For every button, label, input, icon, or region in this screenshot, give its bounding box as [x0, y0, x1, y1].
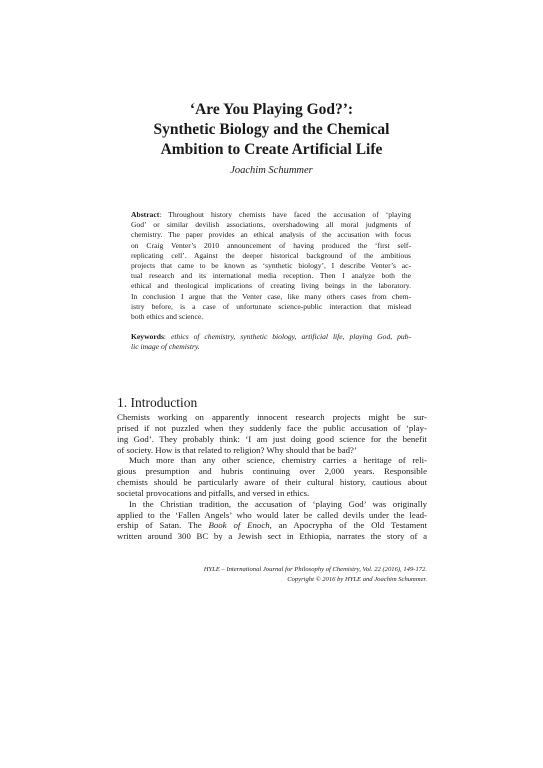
keywords-line-2: lic image of chemistry. — [131, 342, 200, 352]
body-line: applied to the ‘Fallen Angels’ who would later be called devils under the lead- — [117, 509, 427, 520]
body-line: In the Christian tradition, the accusation of ‘playing God’ was originally — [129, 498, 427, 509]
abstract-label: Abstract — [131, 210, 160, 219]
abstract — [131, 210, 411, 322]
title-line-2: Synthetic Biology and the Chemical — [153, 121, 390, 138]
body-line: chemists should be particularly aware of their cultural history, cautious about — [117, 477, 427, 488]
body-line: written around 300 BC by a Jewish sect in Ethiopia, narrates the story of a — [117, 531, 427, 542]
abstract-line: on Craig Venter’s 2010 announcement of having produced the ‘first self- — [131, 240, 411, 250]
body-line: ing God’. They probably think: ‘I am just doing good science for the benefit — [117, 433, 427, 444]
abstract-line: In conclusion I argue that the Venter case, like many others cases from chem- — [131, 291, 411, 301]
section-heading: 1. Introduction — [117, 395, 198, 410]
body-line: of society. How is that related to religion? Why should that be bad?’ — [117, 444, 357, 455]
abstract-line: projects that came to be known as ‘synthetic biology’, I describe Venter’s ac- — [131, 261, 411, 271]
abstract-text: : Throughout history chemists have faced the accusation of ‘playing — [159, 210, 411, 219]
abstract-line-1 — [131, 210, 411, 220]
abstract-line: replicating cell’. Against the deeper historical background of the ambitious — [131, 250, 411, 260]
body-line: gious presumption and hubris continuing over 2,000 years. Responsible — [117, 466, 427, 477]
title-line-1: ‘Are You Playing God?’: — [189, 101, 354, 118]
book-title: Book of Enoch — [208, 520, 270, 531]
abstract-line: God’ or similar devilish associations, overshadowing all moral judgments of — [131, 220, 411, 230]
keywords-text: ethics of chemistry, synthetic biology, artificial life, playing God, pub- — [170, 332, 411, 341]
body-line: ership of Satan. The Book of Enoch, an Apocrypha of the Old Testament — [117, 520, 427, 531]
paper-title — [100, 100, 443, 160]
keywords-label: Keywords — [131, 332, 164, 341]
keywords-separator: : — [163, 332, 171, 341]
keywords — [131, 332, 411, 352]
footer-citation: HYLE – International Journal for Philosophy of Chemistry, Vol. 22 (2016), 149-172. — [203, 566, 427, 573]
abstract-line: both ethics and science. — [131, 312, 204, 322]
abstract-line: ethical and theological implications of creating living beings in the laboratory. — [131, 281, 411, 291]
title-line-3: Ambition to Create Artificial Life — [160, 141, 383, 158]
author-name: Joachim Schummer — [230, 165, 313, 176]
abstract-line: istry before, is a case of unfortunate science-public interaction that mislead — [131, 301, 411, 311]
body-line: prised if not puzzled when they suddenly face the public accusation of ‘play- — [117, 422, 427, 433]
body-line: Much more than any other science, chemistry carries a heritage of reli- — [129, 455, 427, 466]
journal-footer — [117, 565, 427, 584]
keywords-line-1 — [131, 332, 411, 342]
abstract-line: chemistry. The paper provides an ethical analysis of the accusation with focus — [131, 230, 411, 240]
abstract-line: tual research and its international media reception. Then I analyze both the — [131, 271, 411, 281]
footer-copyright: Copyright © 2016 by HYLE and Joachim Schummer. — [287, 575, 427, 583]
section-body — [117, 412, 427, 542]
body-line: Chemists working on apparently innocent research projects might be sur- — [117, 412, 427, 422]
body-line: societal provocations and pitfalls, and versed in ethics. — [117, 487, 310, 498]
